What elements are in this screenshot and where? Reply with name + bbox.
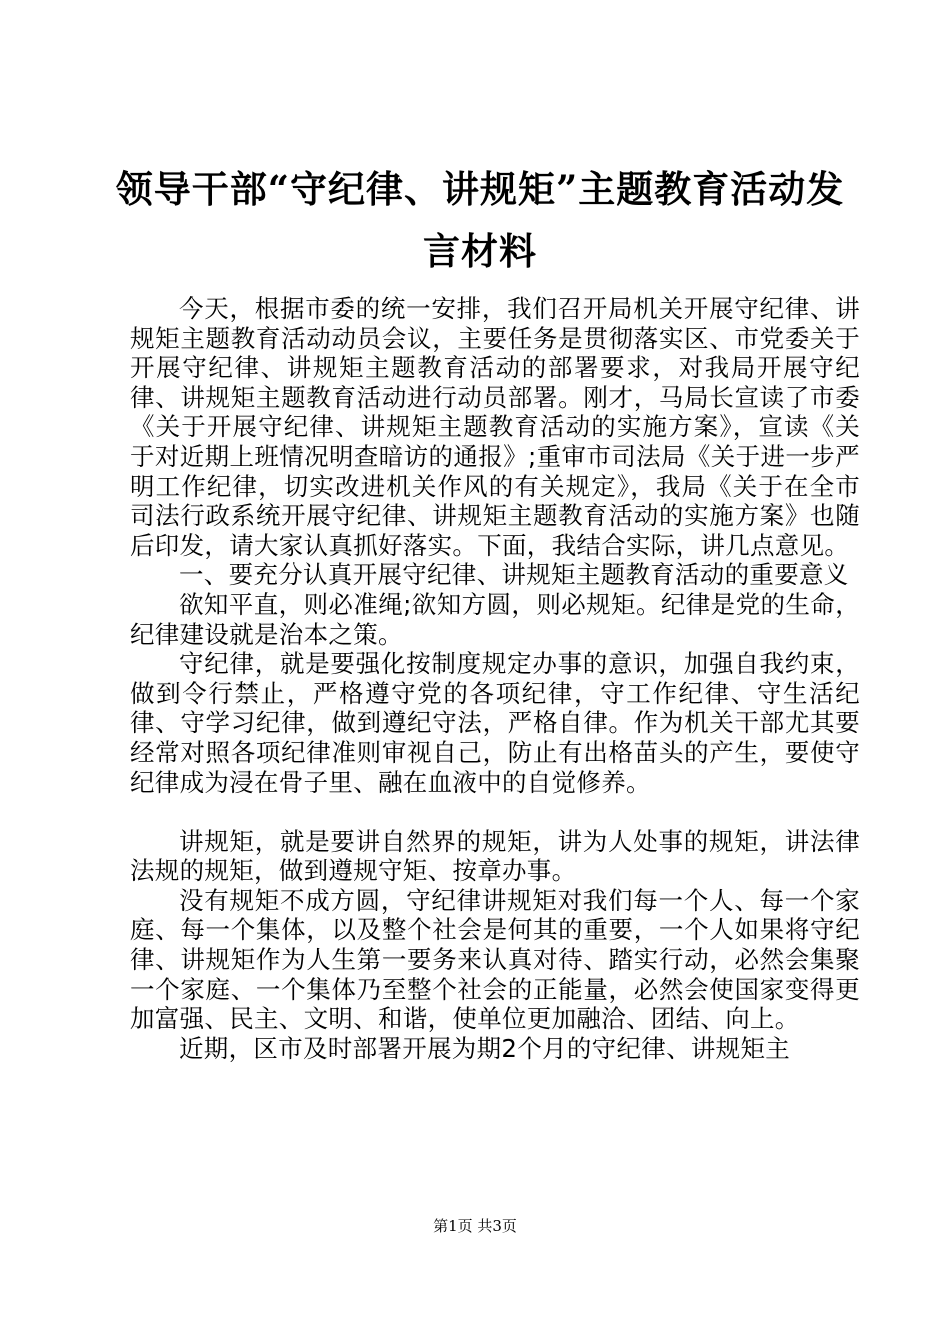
document-title: 领导干部“守纪律、讲规矩”主题教育活动发言材料 (115, 167, 845, 273)
paragraph: 讲规矩，就是要讲自然界的规矩，讲为人处事的规矩，讲法律法规的规矩，做到遵规守矩、按章办事。 (130, 826, 860, 886)
paragraph: 守纪律，就是要强化按制度规定办事的意识，加强自我约束，做到令行禁止，严格遵守党的各项纪律，守工作纪律、守生活纪律、守学习纪律，做到遵纪守法，严格自律。作为机关干部尤其要经常对照各项纪律准则审视自己，防止有出格苗头的产生，要使守纪律成为浸在骨子里、融在血液中的自觉修养。 (130, 649, 860, 797)
section-heading-1: 一、要充分认真开展守纪律、讲规矩主题教育活动的重要意义 (179, 560, 849, 590)
page-number-footer: 第1页 共3页 (433, 1217, 517, 1235)
document-body (130, 294, 860, 1063)
paragraph: 欲知平直，则必准绳;欲知方圆，则必规矩。纪律是党的生命，纪律建设就是治本之策。 (130, 589, 860, 649)
paragraph-intro: 今天，根据市委的统一安排，我们召开局机关开展守纪律、讲规矩主题教育活动动员会议，主要任务是贯彻落实区、市党委关于开展守纪律、讲规矩主题教育活动的部署要求，对我局开展守纪律、讲规矩主题教育活动进行动员部署。刚才，马局长宣读了市委《关于开展守纪律、讲规矩主题教育活动的实施方案》，宣读《关于对近期上班情况明查暗访的通报》;重审市司法局《关于进一步严明工作纪律，切实改进机关作风的有关规定》，我局《关于在全市司法行政系统开展守纪律、讲规矩主题教育活动的实施方案》也随后印发，请大家认真抓好落实。下面，我结合实际，讲几点意见。 (130, 294, 860, 560)
paragraph: 没有规矩不成方圆，守纪律讲规矩对我们每一个人、每一个家庭、每一个集体，以及整个社会是何其的重要，一个人如果将守纪律、讲规矩作为人生第一要务来认真对待、踏实行动，必然会集聚一个家庭、一个集体乃至整个社会的正能量，必然会使国家变得更加富强、民主、文明、和谐，使单位更加融洽、团结、向上。 (130, 885, 860, 1034)
paragraph: 近期，区市及时部署开展为期2个月的守纪律、讲规矩主 (179, 1033, 791, 1063)
